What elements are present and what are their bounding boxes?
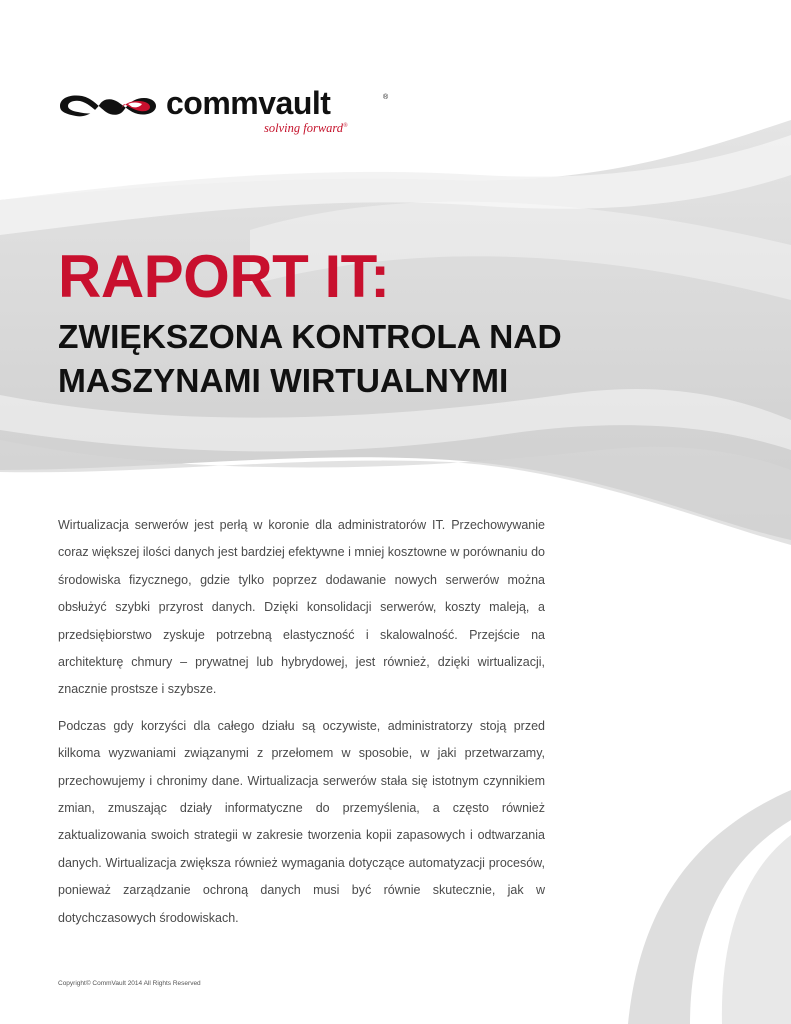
- report-subtitle-line-2: MASZYNAMI WIRTUALNYMI: [58, 363, 509, 400]
- brand-registered-mark: ®: [383, 94, 389, 101]
- report-title: RAPORT IT:: [58, 243, 390, 310]
- body-paragraph-1: Wirtualizacja serwerów jest perłą w koronie dla administratorów IT. Przechowywanie coraz większej ilości danych jest bardziej efektywne i mniej kosztowne w porównaniu do środowiska fizycznego, gdzie tylko poprzez dodawanie nowych serwerów można obsłużyć szybki przyrost danych. Dzięki konsolidacji serwerów, koszty maleją, a przedsiębiorstwo zyskuje potrzebną elastyczność i skalowalność. Przejście na architekturę chmury – prywatnej lub hybrydowej, jest również, dzięki wirtualizacji, znacznie prostsze i szybsze.: [58, 518, 545, 697]
- brand-tagline-text: solving forward: [264, 121, 344, 135]
- report-subtitle-line-1: ZWIĘKSZONA KONTROLA NAD: [58, 319, 562, 356]
- copyright-notice: Copyright© CommVault 2014 All Rights Reserved: [58, 980, 201, 987]
- commvault-logo: [58, 85, 398, 140]
- brand-tagline-mark: ®: [343, 122, 348, 129]
- commvault-swoosh-logo-icon: [58, 92, 158, 120]
- body-text: [58, 512, 545, 941]
- body-paragraph-2: Podczas gdy korzyści dla całego działu są oczywiste, administratorzy stoją przed kilkoma wyzwaniami związanymi z przełomem w sposobie, w jaki przetwarzamy, przechowujemy i chronimy dane. Wirtualizacja serwerów stała się istotnym czynnikiem zmian, zmuszając działy informatyczne do przemyślenia, a często również zaktualizowania swoich strategii w zakresie tworzenia kopii zapasowych i odtwarzania danych. Wirtualizacja zwiększa również wymagania dotyczące automatyzacji procesów, ponieważ zarządzanie ochroną danych musi być równie skutecznie, jak w dotychczasowych środowiskach.: [58, 718, 545, 925]
- brand-tagline: [264, 121, 348, 136]
- report-subtitle: [58, 316, 562, 404]
- brand-name: commvault: [166, 85, 331, 121]
